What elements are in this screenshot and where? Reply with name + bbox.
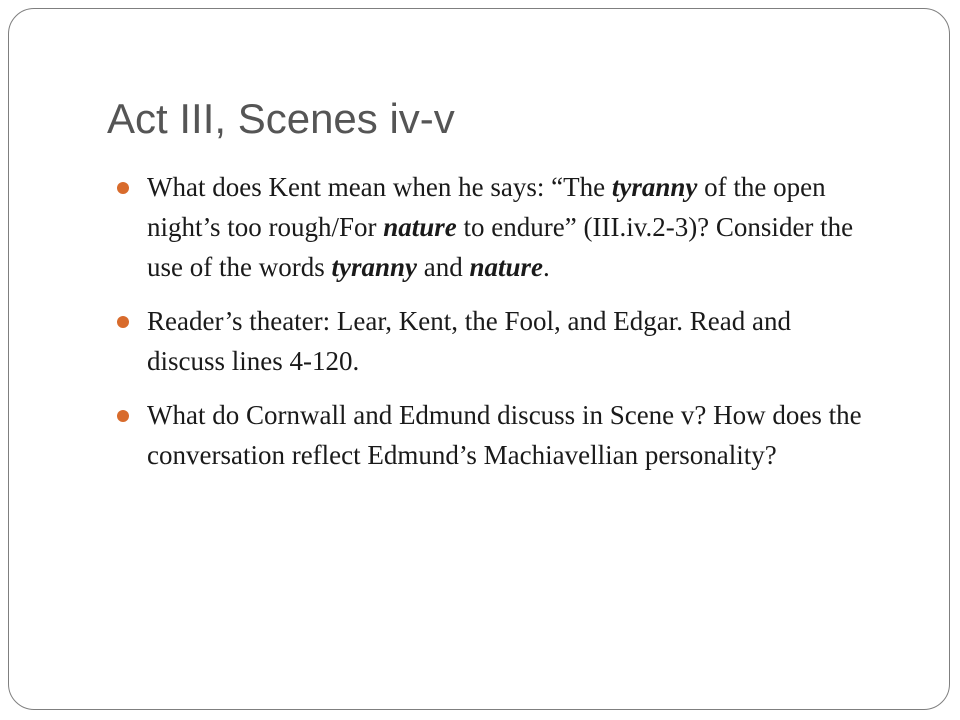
bullet-list	[109, 167, 869, 489]
text-run: to endure” (III.iv.2-3)? Consider the use of the words	[147, 212, 854, 282]
bullet-text: Reader’s theater: Lear, Kent, the Fool, and Edgar. Read and discuss lines 4-120.	[147, 306, 791, 376]
bullet-text	[147, 172, 853, 282]
emphasized-word: nature	[383, 212, 457, 242]
bullet-text: What do Cornwall and Edmund discuss in Scene v? How does the conversation reflect Edmund’s Machiavellian personality?	[147, 400, 862, 470]
bullet-icon	[117, 316, 129, 328]
slide-frame	[8, 8, 950, 710]
emphasized-word: nature	[469, 252, 543, 282]
bullet-item-scene-v-question	[109, 395, 869, 475]
text-run: and	[416, 252, 470, 282]
text-run: What does Kent mean when he says: “The	[147, 172, 612, 202]
bullet-item-kent-question	[109, 167, 869, 287]
bullet-icon	[117, 410, 129, 422]
bullet-icon	[117, 182, 129, 194]
emphasized-word: tyranny	[611, 172, 698, 202]
emphasized-word: tyranny	[331, 252, 417, 282]
text-run: of the open night’s too rough/For	[147, 172, 826, 242]
slide-title: Act III, Scenes iv-v	[107, 95, 455, 142]
text-run: .	[543, 252, 550, 282]
bullet-item-readers-theater	[109, 301, 869, 381]
